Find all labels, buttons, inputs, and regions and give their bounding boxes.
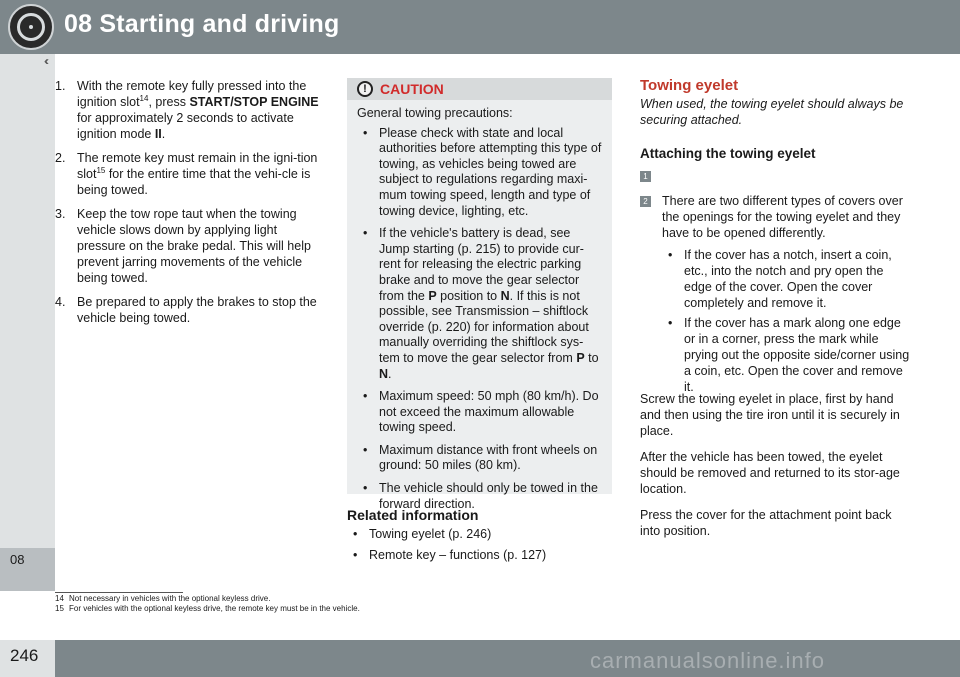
paragraph: After the vehicle has been towed, the eyelet should be removed and returned to its stor-age location. <box>640 450 900 496</box>
steering-wheel-rim <box>17 13 45 41</box>
section-subtitle: When used, the towing eyelet should always be securing attached. <box>640 97 904 127</box>
step-text: , press <box>148 95 190 109</box>
caution-text: . If this is not possible, see Transmission – shiftlock override (p. 220) for information about manually overriding the shiftlock sys-tem to move the gear selector from <box>379 288 589 365</box>
cover-types-list <box>662 247 910 395</box>
towing-steps-list <box>55 78 323 326</box>
bullet-icon: • <box>363 481 368 496</box>
step-number: 2. <box>55 151 66 165</box>
step-text: for approximately 2 seconds to activate ignition mode <box>77 111 294 141</box>
step-2-text: There are two different types of covers over the openings for the towing eyelet and they have to be opened differently. <box>662 194 903 240</box>
bullet-icon: • <box>668 248 673 262</box>
gear-label: N <box>379 366 389 381</box>
section-title: Towing eyelet <box>640 77 739 94</box>
footnote-text: For vehicles with the optional keyless drive, the remote key must be in the vehicle. <box>69 604 360 613</box>
gear-label: P <box>576 350 585 365</box>
steering-wheel-icon <box>8 4 54 50</box>
double-chevron-left-icon[interactable]: ‹‹ <box>44 54 46 68</box>
caution-text: . <box>388 366 392 381</box>
step-text: With the remote key fully pressed into the ignition slot <box>77 79 307 109</box>
bullet-icon: • <box>363 389 368 404</box>
step-number: 1. <box>55 79 66 93</box>
caution-item <box>357 389 602 436</box>
step-bold: II <box>154 127 162 141</box>
towing-paragraphs <box>640 391 910 549</box>
step-text: . <box>161 127 166 141</box>
bullet-icon: • <box>353 527 358 541</box>
caution-title: CAUTION <box>380 81 444 97</box>
related-title: Related information <box>347 507 479 523</box>
caution-text: Maximum speed: 50 mph (80 km/h). Do not exceed the maximum allowable towing speed. <box>379 389 599 435</box>
caution-item <box>357 443 602 474</box>
paragraph: Press the cover for the attachment point back into position. <box>640 508 892 538</box>
step-2 <box>662 193 910 399</box>
caution-text: to <box>584 350 599 365</box>
step-text: Be prepared to apply the brakes to stop the vehicle being towed. <box>77 295 317 325</box>
caution-item <box>357 226 602 382</box>
caution-item <box>357 126 602 220</box>
footnote <box>55 604 360 614</box>
caution-list <box>357 126 602 513</box>
towing-steps-column <box>55 78 323 334</box>
step-text: The remote key must remain in the igni-tion slot <box>77 151 318 181</box>
caution-body <box>347 100 612 512</box>
page-number: 246 <box>10 646 39 665</box>
related-link[interactable] <box>347 547 612 564</box>
step-number: 4. <box>55 295 66 309</box>
step-item <box>55 294 323 326</box>
chapter-title: 08 Starting and driving <box>64 10 340 38</box>
cover-type-text: If the cover has a mark along one edge or in a corner, press the mark while prying out the opposite side/corner using a coin, etc. Open the cover and remove it. <box>684 316 910 394</box>
cover-type-text: If the cover has a notch, insert a coin, etc., into the notch and pry open the edge of the cover. Open the cover completely and remove it. <box>684 248 892 310</box>
attach-heading: Attaching the towing eyelet <box>640 146 816 161</box>
footnote-text: Not necessary in vehicles with the optional keyless drive. <box>69 594 271 603</box>
step-bold: START/STOP ENGINE <box>189 95 319 109</box>
cover-type-item <box>662 247 910 311</box>
step-item <box>55 150 323 198</box>
bullet-icon: • <box>363 442 368 457</box>
towing-eyelet-section <box>640 77 910 538</box>
related-information <box>347 507 612 568</box>
footnotes <box>55 594 360 614</box>
footnote-number: 15 <box>55 604 64 613</box>
chapter-side-tab-label: 08 <box>10 552 25 567</box>
footnote-ref[interactable]: 15 <box>96 165 106 175</box>
caution-text: position to <box>436 288 501 303</box>
footnote-divider <box>55 592 183 593</box>
steering-wheel-hub <box>29 25 33 29</box>
step-text: Keep the tow rope taut when the towing vehicle slows down by applying light pressure on the brake pedal. This will help prevent jarring movements of the vehicle being towed. <box>77 207 311 285</box>
bullet-icon: • <box>353 548 358 562</box>
step-item <box>55 78 323 142</box>
step-item <box>55 206 323 286</box>
step-badge-2: 2 <box>640 196 651 207</box>
footnote <box>55 594 360 604</box>
related-list <box>347 526 612 564</box>
caution-text: If the vehicle's battery is dead, see Jump starting (p. 215) to provide cur-rent for releasing the electric parking brake and to move the gear selector from the <box>379 226 584 303</box>
gear-label: N <box>500 288 510 303</box>
bullet-icon: • <box>363 125 368 140</box>
caution-text: Maximum distance with front wheels on ground: 50 miles (80 km). <box>379 442 598 473</box>
related-link[interactable] <box>347 526 612 543</box>
footnote-ref[interactable]: 14 <box>139 93 149 103</box>
caution-box <box>347 78 612 511</box>
caution-text: The vehicle should only be towed in the forward direction. <box>379 481 598 511</box>
paragraph: Screw the towing eyelet in place, first by hand and then using the tire iron until it is securely in place. <box>640 392 900 438</box>
bullet-icon: • <box>668 316 673 330</box>
exclamation-circle-icon: ! <box>357 81 373 97</box>
gear-label: P <box>428 288 437 303</box>
caution-header <box>347 78 612 100</box>
caution-text: Please check with state and local authorities before attempting this type of towing, as vehicles being towed are subject to regulations regarding maxi-mum towing speed, length and type of towing device, lighting, etc. <box>379 125 602 218</box>
watermark: carmanualsonline.info <box>590 648 826 673</box>
related-link-text[interactable]: Remote key – functions (p. 127) <box>369 548 547 562</box>
cover-type-item <box>662 315 910 395</box>
footnote-number: 14 <box>55 594 64 603</box>
chapter-side-tab[interactable] <box>0 548 55 591</box>
bullet-icon: • <box>363 226 368 241</box>
related-link-text[interactable]: Towing eyelet (p. 246) <box>369 527 492 541</box>
left-margin-bar <box>0 54 55 591</box>
step-number: 3. <box>55 207 66 221</box>
step-badge-1: 1 <box>640 171 651 182</box>
step-text: for the entire time that the vehi-cle is being towed. <box>77 167 311 197</box>
caution-intro: General towing precautions: <box>357 106 513 120</box>
